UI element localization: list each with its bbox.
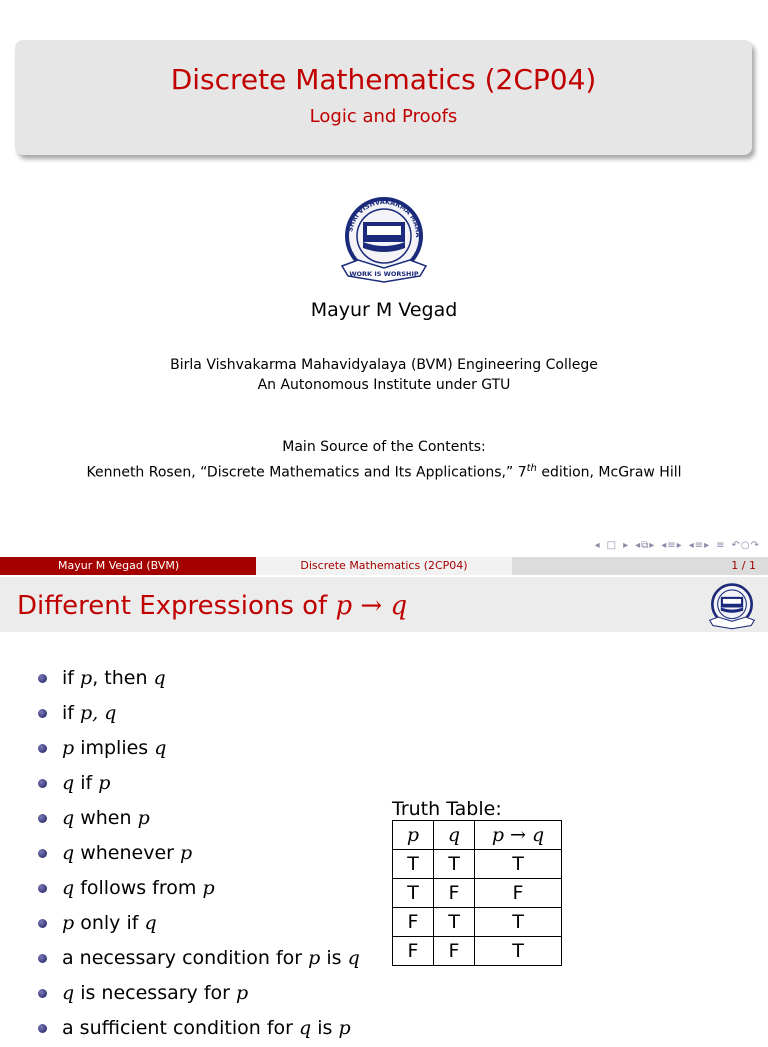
table-cell: T: [434, 908, 475, 937]
nav-left-arrow-icon[interactable]: ◂: [594, 539, 601, 551]
table-cell: T: [475, 850, 562, 879]
slide-title: Different Expressions of p → q: [17, 591, 408, 621]
list-item: if p, q: [38, 697, 360, 732]
footer-bar: [0, 557, 768, 575]
list-item: q whenever p: [38, 837, 360, 872]
logo-motto: WORK IS WORSHIP: [349, 270, 419, 278]
footer-author: Mayur M Vegad (BVM): [0, 557, 256, 575]
institution-info: [0, 355, 768, 395]
slide-icon[interactable]: □: [606, 539, 618, 551]
table-row: [393, 937, 562, 966]
list-item: p only if q: [38, 907, 360, 942]
list-item: q follows from p: [38, 872, 360, 907]
list-item: if p, then q: [38, 662, 360, 697]
source-reference: Kenneth Rosen, “Discrete Mathematics and Its Applications,” 7th edition, McGraw Hill: [86, 463, 682, 481]
institution-affiliation: An Autonomous Institute under GTU: [257, 377, 511, 393]
table-cell: F: [393, 908, 434, 937]
list-item: p implies q: [38, 732, 360, 767]
truth-table: [392, 820, 562, 966]
truth-table-caption: Truth Table:: [392, 798, 502, 820]
frame-icon[interactable]: ◂⧉▸: [635, 539, 656, 551]
title-box: [15, 40, 752, 155]
search-icon[interactable]: ↶○↷: [731, 539, 760, 551]
table-cell: T: [475, 908, 562, 937]
align-icon[interactable]: ≡: [716, 539, 726, 551]
list-item: q if p: [38, 767, 360, 802]
table-row: [393, 908, 562, 937]
footer-page-number: 1 / 1: [512, 557, 768, 575]
table-cell: F: [393, 937, 434, 966]
table-cell: F: [475, 879, 562, 908]
nav-right-arrow-icon[interactable]: ▸: [623, 539, 630, 551]
section-icon[interactable]: ◂≡▸: [661, 539, 683, 551]
subsection-icon[interactable]: ◂≡▸: [688, 539, 711, 551]
list-item: q when p: [38, 802, 360, 837]
author-name: Mayur M Vegad: [310, 299, 458, 321]
source-info: [0, 437, 768, 484]
presentation-title: Discrete Mathematics (2CP04): [170, 63, 597, 96]
table-cell: F: [434, 937, 475, 966]
table-cell: T: [393, 879, 434, 908]
table-cell: T: [475, 937, 562, 966]
source-heading: Main Source of the Contents:: [282, 439, 486, 455]
list-item: a sufficient condition for q is p: [38, 1012, 360, 1047]
institution-name: Birla Vishvakarma Mahavidyalaya (BVM) Engineering College: [170, 357, 598, 373]
table-cell: T: [393, 850, 434, 879]
beamer-navigation-bar: [595, 537, 760, 553]
table-row: [393, 850, 562, 879]
table-header: p → q: [475, 821, 562, 850]
college-logo-small: [706, 583, 758, 633]
footer-title: Discrete Mathematics (2CP04): [256, 557, 512, 575]
table-header: q: [434, 821, 475, 850]
list-item: a necessary condition for p is q: [38, 942, 360, 977]
list-item: q is necessary for p: [38, 977, 360, 1012]
college-logo: [336, 196, 432, 290]
table-cell: F: [434, 879, 475, 908]
table-row: [393, 879, 562, 908]
table-cell: T: [434, 850, 475, 879]
truth-table-header-row: [393, 821, 562, 850]
presentation-subtitle: Logic and Proofs: [309, 106, 458, 127]
logo-arc-text: SHRI VISHVAKARMA MAHA: [346, 197, 423, 238]
expression-list: [38, 662, 360, 1047]
table-header: p: [393, 821, 434, 850]
